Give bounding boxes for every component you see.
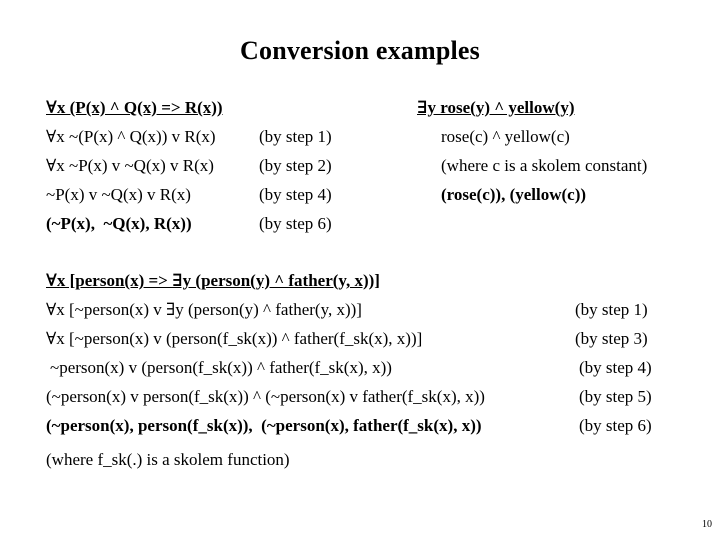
slide-title: Conversion examples [240,36,480,65]
example3-line-3: ∀x [~person(x) v (person(f_sk(x)) ^ father(f_sk(x), x))] [46,329,423,348]
example1-line-1: ∀x (P(x) ^ Q(x) => R(x)) [46,98,223,117]
example3-step-5: (by step 6) [579,416,652,435]
example3-step-3: (by step 4) [579,358,652,377]
example1-line-4: ~P(x) v ~Q(x) v R(x) [46,185,191,204]
example3-step-2: (by step 3) [575,329,648,348]
example1-step-3: (by step 4) [259,185,332,204]
example2-line-2: rose(c) ^ yellow(c) [441,127,570,146]
example1-line-3: ∀x ~P(x) v ~Q(x) v R(x) [46,156,214,175]
example3-line-2: ∀x [~person(x) v ∃y (person(y) ^ father(y, x))] [46,300,362,319]
example1-line-2: ∀x ~(P(x) ^ Q(x)) v R(x) [46,127,216,146]
example3-step-1: (by step 1) [575,300,648,319]
example2-line-1: ∃y rose(y) ^ yellow(y) [417,98,575,117]
example3-line-4: ~person(x) v (person(f_sk(x)) ^ father(f_sk(x), x)) [50,358,392,377]
example1-step-2: (by step 2) [259,156,332,175]
example3-note: (where f_sk(.) is a skolem function) [46,450,290,469]
example3-step-4: (by step 5) [579,387,652,406]
example1-step-1: (by step 1) [259,127,332,146]
example2-line-4: (rose(c)), (yellow(c)) [441,185,587,204]
page-number: 10 [702,519,712,530]
example1-line-5: (~P(x), ~Q(x), R(x)) [46,214,192,233]
example3-line-1: ∀x [person(x) => ∃y (person(y) ^ father(y, x))] [46,271,380,290]
example1-step-4: (by step 6) [259,214,332,233]
example3-line-5: (~person(x) v person(f_sk(x)) ^ (~person(x) v father(f_sk(x), x)) [46,387,485,406]
example3-line-6: (~person(x), person(f_sk(x)), (~person(x), father(f_sk(x), x)) [46,416,482,435]
example2-line-3: (where c is a skolem constant) [441,156,648,175]
